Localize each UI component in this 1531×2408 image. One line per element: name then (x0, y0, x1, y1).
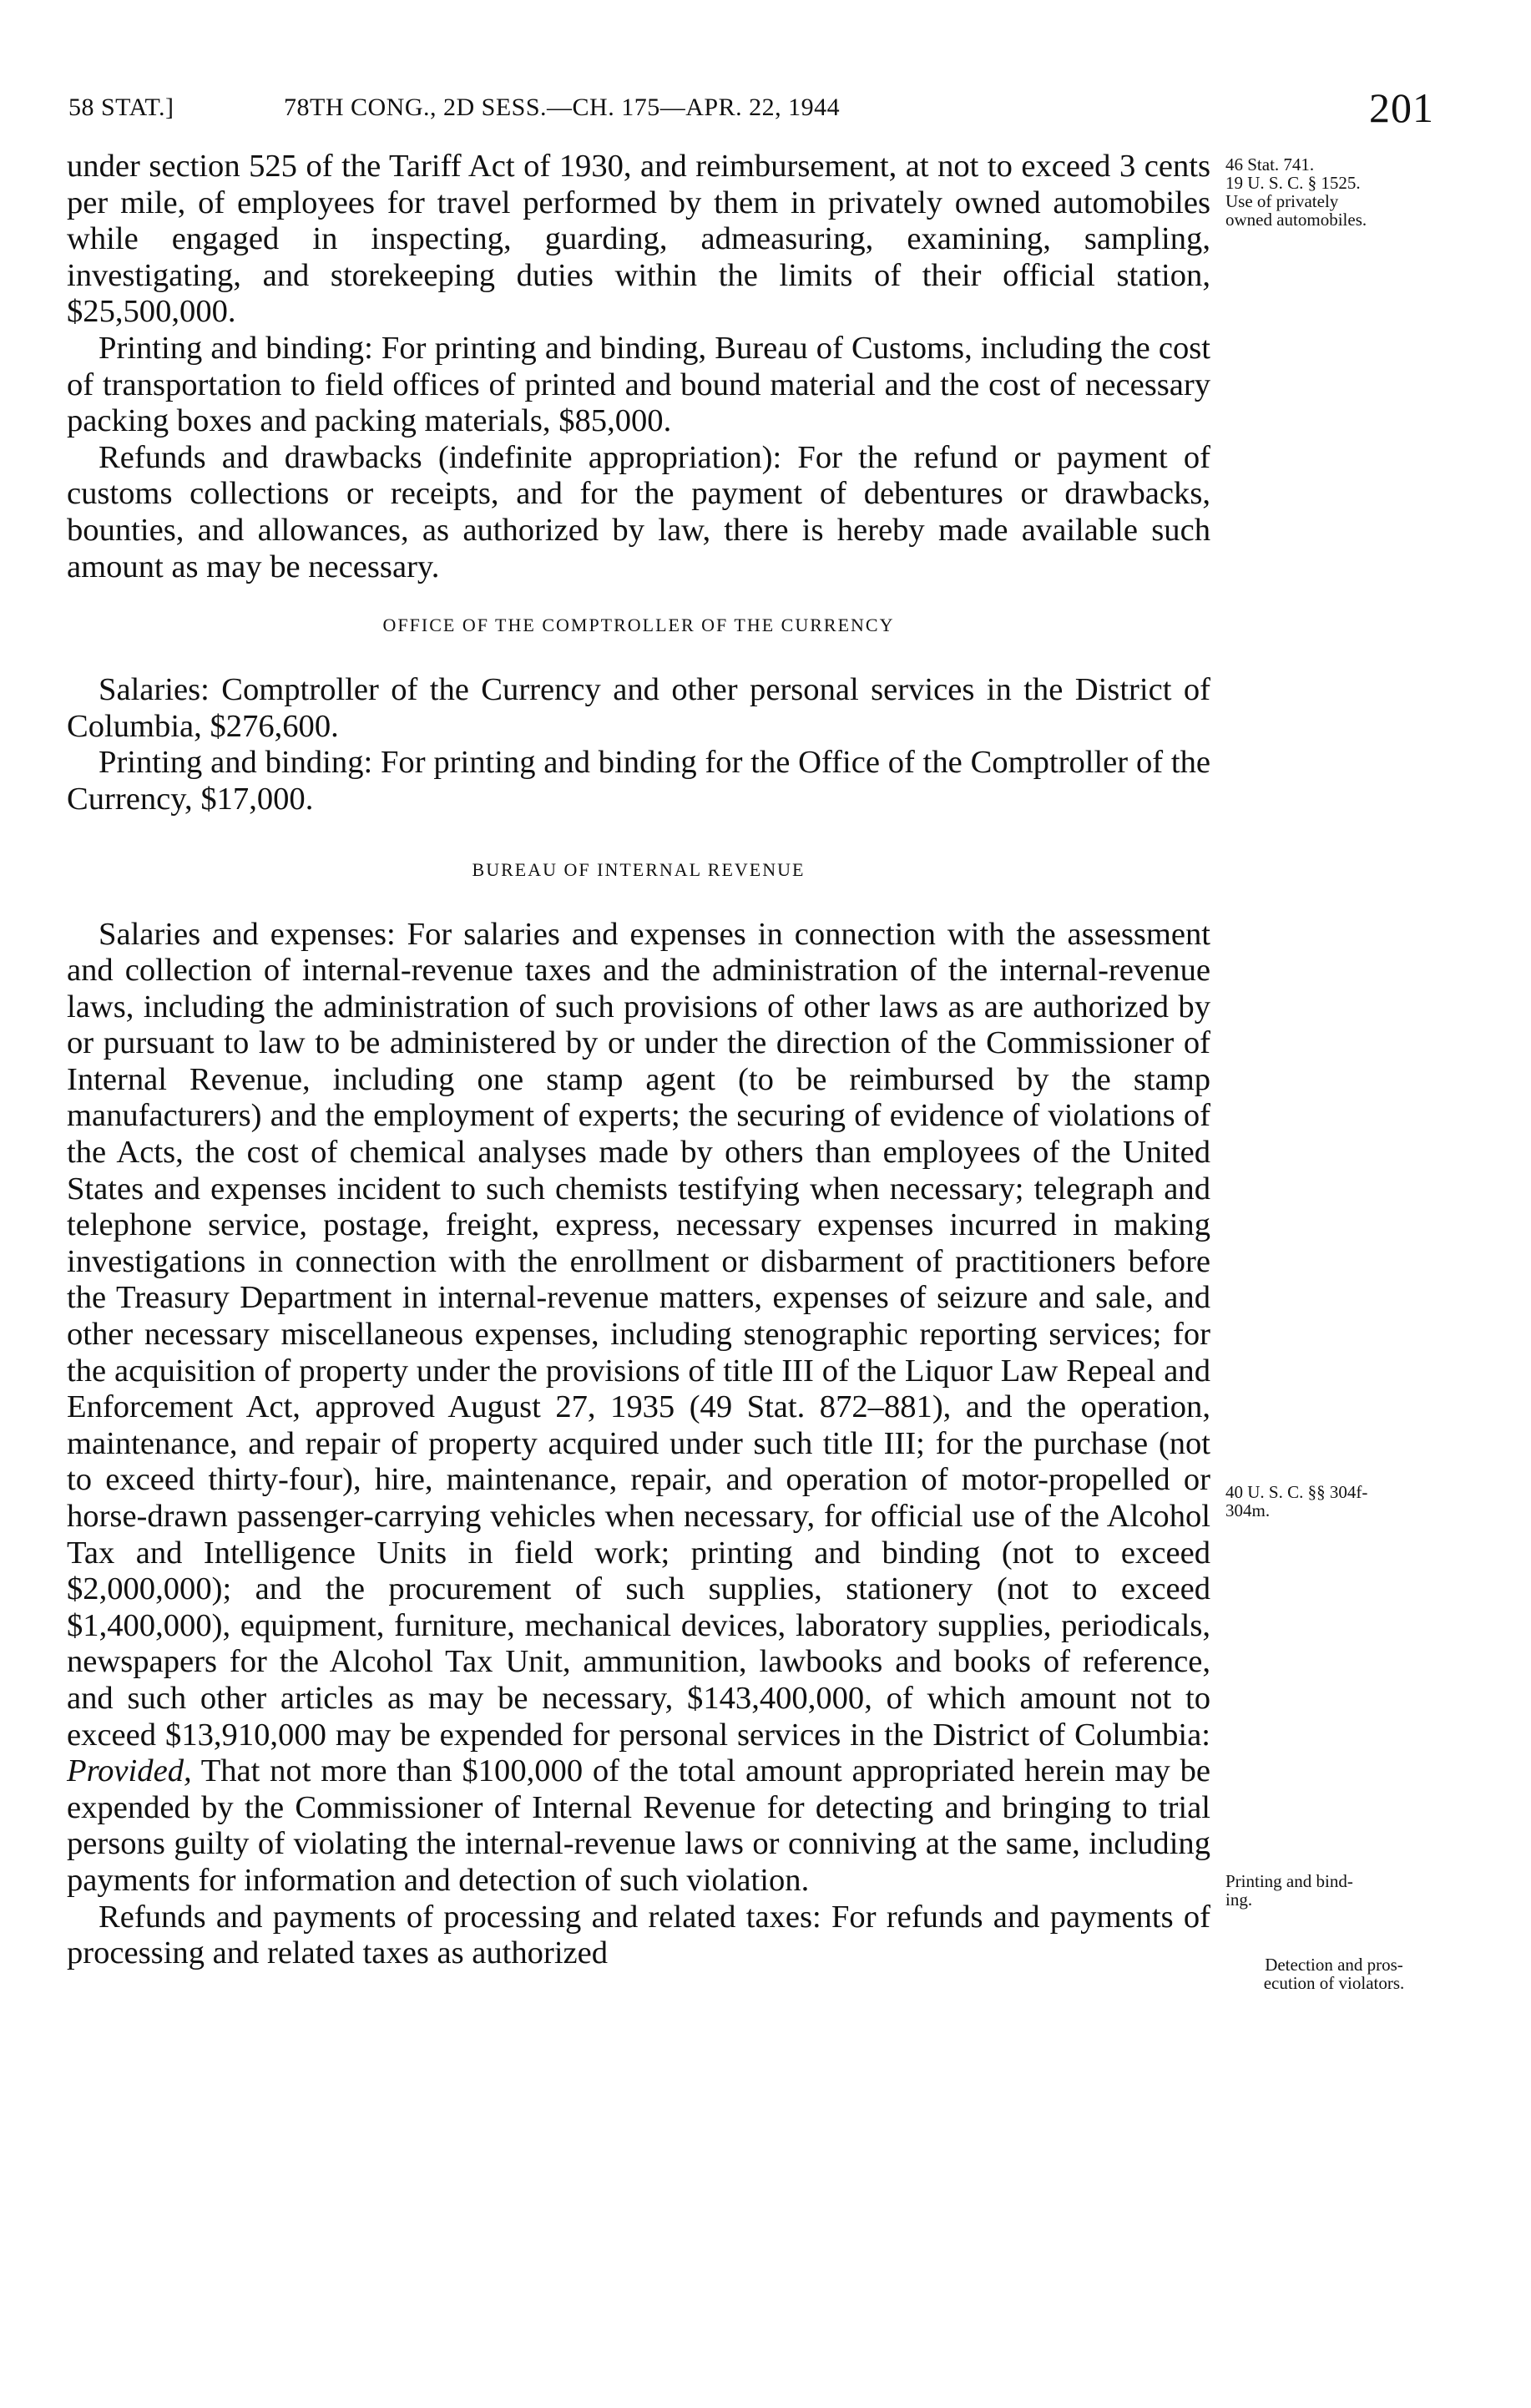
margin-note-line: Detection and pros- (1265, 1955, 1403, 1975)
main-text-column (67, 149, 1210, 1972)
margin-note-line: 40 U. S. C. §§ 304f- (1225, 1482, 1368, 1502)
provided-proviso: Provided, (67, 1753, 192, 1789)
margin-note-usc-reference (1225, 1483, 1476, 1520)
margin-note-line: 19 U. S. C. § 1525. (1225, 173, 1361, 193)
margin-note-line: Use of privately (1225, 191, 1339, 211)
margin-note-line: owned automobiles. (1225, 210, 1367, 230)
margin-note-line: 304m. (1225, 1500, 1271, 1520)
volume-reference: 58 STAT.] (68, 94, 174, 121)
paragraph-internal-revenue-salaries (67, 917, 1210, 1900)
section-heading-comptroller: OFFICE OF THE COMPTROLLER OF THE CURRENCY (382, 615, 895, 636)
session-chapter-date: 78TH CONG., 2D SESS.—CH. 175—APR. 22, 1944 (284, 94, 841, 121)
proviso-text: That not more than $100,000 of the total amount appropriated herein may be expended by the Commissioner of Internal Revenue for detecting and bringing to trial persons guilty of violating the internal-revenue laws or conniving at the same, including payments for information and detection of such violation. (67, 1753, 1210, 1898)
paragraph-comptroller-printing: Printing and binding: For printing and binding for the Office of the Comptroller of the Currency, $17,000. (67, 745, 1210, 817)
paragraph-processing-taxes: Refunds and payments of processing and related taxes: For refunds and payments of processing and related taxes as authorized (67, 1899, 1210, 1971)
margin-note-stat-reference (1225, 155, 1476, 229)
paragraph-refunds-drawbacks: Refunds and drawbacks (indefinite appropriation): For the refund or payment of customs collections or receipts, and for the payment of debentures or drawbacks, bounties, and allowances, as authorized by law, there is hereby made available such amount as may be necessary. (67, 439, 1210, 584)
paragraph-comptroller-salaries: Salaries: Comptroller of the Currency and other personal services in the District of Columbia, $276,600. (67, 672, 1210, 744)
paragraph-tariff-reimbursement: under section 525 of the Tariff Act of 1930, and reimbursement, at not to exceed 3 cents per mile, of employees for travel performed by them in privately owned automobiles while engaged in inspecting, guarding, admeasuring, examining, sampling, investigating, and storekeeping duties within the limits of their official station, $25,500,000. (67, 149, 1210, 330)
margin-note-line: 46 Stat. 741. (1225, 154, 1315, 175)
section-heading-internal-revenue: BUREAU OF INTERNAL REVENUE (472, 858, 806, 880)
page-number: 201 (1369, 84, 1434, 131)
margin-note-printing-binding (1225, 1872, 1476, 1909)
margin-note-line: Printing and bind- (1225, 1871, 1353, 1891)
margin-note-line: ing. (1225, 1889, 1253, 1910)
salaries-expenses-text: Salaries and expenses: For salaries and expenses in connection with the assessment and collection of internal-revenue taxes and the administration of the internal-revenue laws, including the administration of such provisions of other laws as are authorized by or pursuant to law to be administered by or under the direction of the Commissioner of Internal Revenue, including one stamp agent (to be reimbursed by the stamp manufacturers) and the employment of experts; the securing of evidence of violations of the Acts, the cost of chemical analyses made by others than employees of the United States and expenses incident to such chemists testifying when necessary; telegraph and telephone service, postage, freight, express, necessary expenses incurred in making investigations in connection with the enrollment or disbarment of practitioners before the Treasury Department in internal-revenue matters, expenses of seizure and sale, and other necessary miscellaneous expenses, including stenographic reporting services; for the acquisition of property under the provisions of title III of the Liquor Law Repeal and Enforcement Act, approved August 27, 1935 (49 Stat. 872–881), and the operation, maintenance, and repair of property acquired under such title III; for the purchase (not to exceed thirty-four), hire, maintenance, repair, and operation of motor-propelled or horse-drawn passenger-carrying vehicles when necessary, for official use of the Alcohol Tax and Intelligence Units in field work; printing and binding (not to exceed $2,000,000); and the procurement of such supplies, stationery (not to exceed $1,400,000), equipment, furniture, mechanical devices, laboratory supplies, periodicals, newspapers for the Alcohol Tax Unit, ammunition, lawbooks and books of reference, and such other articles as may be necessary, $143,400,000, of which amount not to exceed $13,910,000 may be expended for personal services in the District of Columbia: (67, 916, 1210, 1753)
margin-note-line: ecution of violators. (1263, 1973, 1405, 1993)
margin-note-detection-prosecution (1225, 1955, 1443, 1992)
paragraph-customs-printing: Printing and binding: For printing and binding, Bureau of Customs, including the cost of transportation to field offices of printed and bound material and the cost of necessary packing boxes and packing materials, $85,000. (67, 330, 1210, 439)
